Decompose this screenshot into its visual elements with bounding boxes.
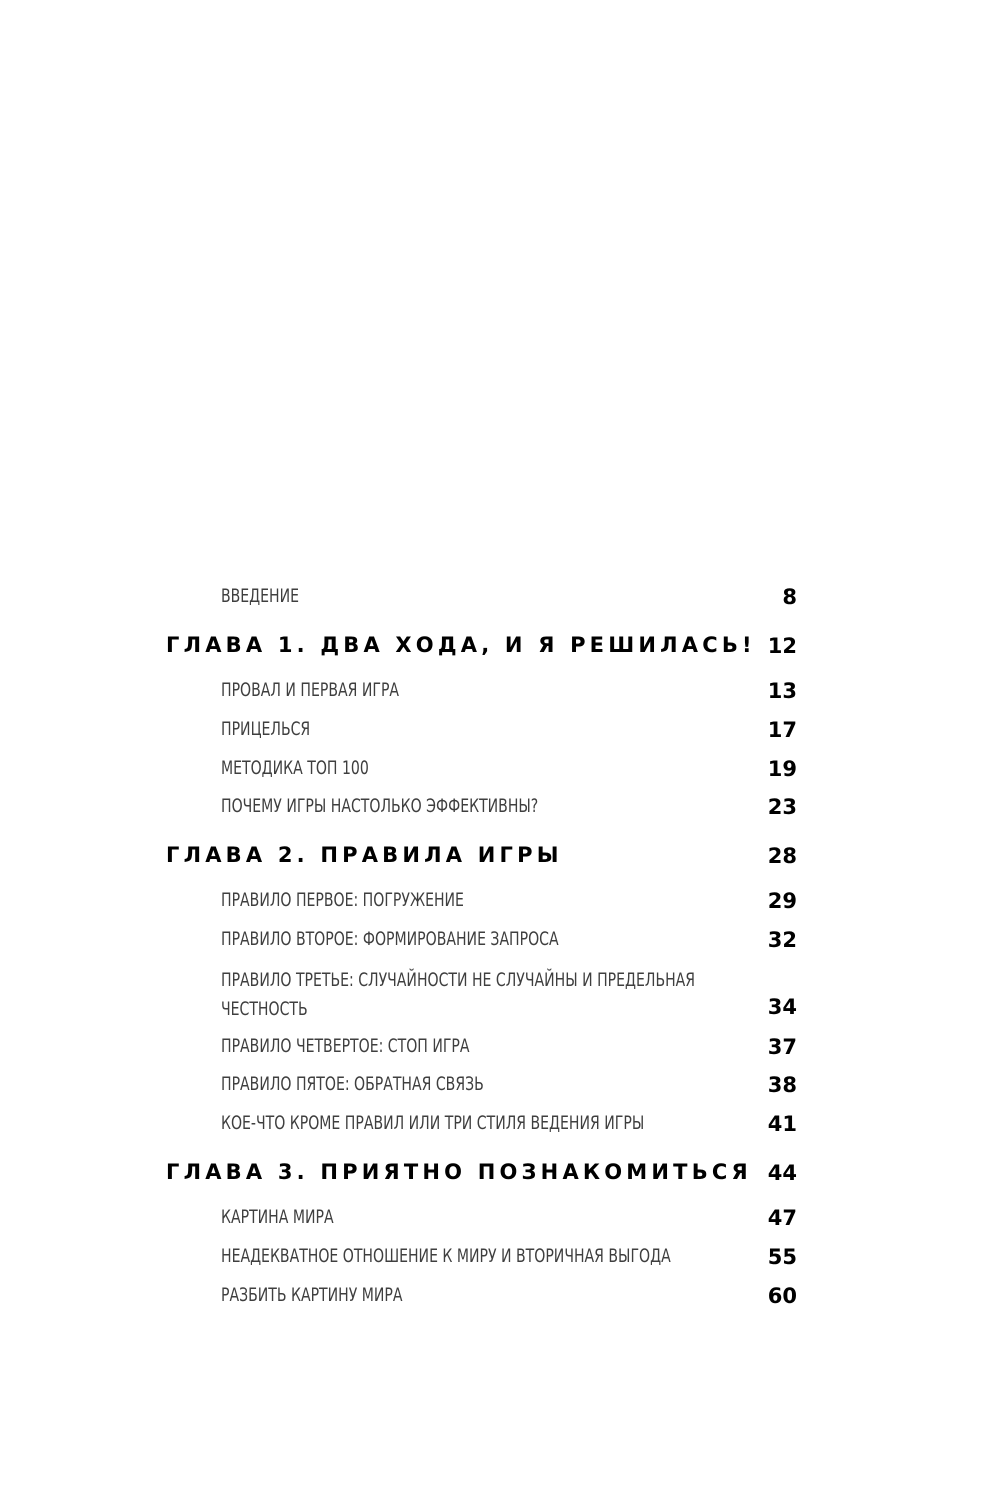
toc-entry-title: РАЗБИТЬ КАРТИНУ МИРА bbox=[221, 1284, 403, 1306]
toc-entry-title: КОЕ-ЧТО КРОМЕ ПРАВИЛ ИЛИ ТРИ СТИЛЯ ВЕДЕНИЯ ИГРЫ bbox=[221, 1112, 645, 1134]
toc-entry-page: 55 bbox=[767, 1245, 797, 1269]
chapter-page: 44 bbox=[767, 1161, 797, 1185]
toc-entry-title: НЕАДЕКВАТНОЕ ОТНОШЕНИЕ К МИРУ И ВТОРИЧНАЯ ВЫГОДА bbox=[221, 1245, 671, 1267]
chapter-title: ГЛАВА 1. ДВА ХОДА, И Я РЕШИЛАСЬ! bbox=[166, 633, 756, 657]
toc-entry-title: ПРАВИЛО ПЕРВОЕ: ПОГРУЖЕНИЕ bbox=[221, 889, 464, 911]
toc-entry-title: КАРТИНА МИРА bbox=[221, 1206, 334, 1228]
toc-entry-page: 8 bbox=[782, 585, 797, 609]
toc-entry-page: 13 bbox=[767, 679, 797, 703]
toc-entry-page: 29 bbox=[767, 889, 797, 913]
chapter-title: ГЛАВА 3. ПРИЯТНО ПОЗНАКОМИТЬСЯ bbox=[166, 1160, 752, 1184]
chapter-title: ГЛАВА 2. ПРАВИЛА ИГРЫ bbox=[166, 843, 563, 867]
toc-entry-page: 23 bbox=[767, 795, 797, 819]
toc-entry-page: 34 bbox=[767, 995, 797, 1019]
toc-entry-title-line2: ЧЕСТНОСТЬ bbox=[221, 998, 308, 1020]
toc-entry-page: 37 bbox=[767, 1035, 797, 1059]
chapter-page: 28 bbox=[767, 844, 797, 868]
toc-entry-page: 47 bbox=[767, 1206, 797, 1230]
toc-entry-title: ПРИЦЕЛЬСЯ bbox=[221, 718, 311, 740]
toc-entry-page: 38 bbox=[767, 1073, 797, 1097]
toc-entry-page: 19 bbox=[767, 757, 797, 781]
toc-entry-title: ПРАВИЛО ВТОРОЕ: ФОРМИРОВАНИЕ ЗАПРОСА bbox=[221, 928, 559, 950]
chapter-page: 12 bbox=[767, 634, 797, 658]
toc-entry-page: 60 bbox=[767, 1284, 797, 1308]
toc-entry-title: ПОЧЕМУ ИГРЫ НАСТОЛЬКО ЭФФЕКТИВНЫ? bbox=[221, 795, 539, 817]
toc-entry-title: ПРАВИЛО ПЯТОЕ: ОБРАТНАЯ СВЯЗЬ bbox=[221, 1073, 484, 1095]
toc-entry-page: 32 bbox=[767, 928, 797, 952]
toc-entry-title: МЕТОДИКА ТОП 100 bbox=[221, 757, 369, 779]
toc-entry-page: 41 bbox=[767, 1112, 797, 1136]
toc-entry-page: 17 bbox=[767, 718, 797, 742]
toc-entry-title: ВВЕДЕНИЕ bbox=[221, 585, 300, 607]
toc-entry-title: ПРАВИЛО ЧЕТВЕРТОЕ: СТОП ИГРА bbox=[221, 1035, 470, 1057]
toc-entry-title: ПРОВАЛ И ПЕРВАЯ ИГРА bbox=[221, 679, 400, 701]
toc-entry-title-line1: ПРАВИЛО ТРЕТЬЕ: СЛУЧАЙНОСТИ НЕ СЛУЧАЙНЫ И ПРЕДЕЛЬНАЯ bbox=[221, 969, 696, 991]
